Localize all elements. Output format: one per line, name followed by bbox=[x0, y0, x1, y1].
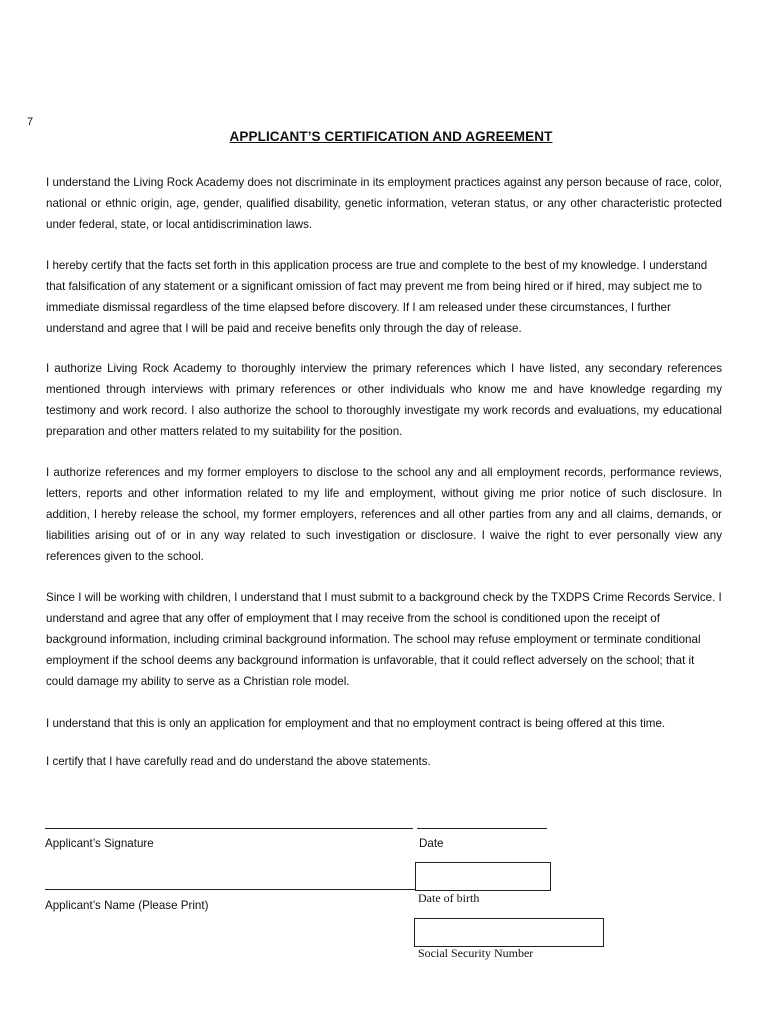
date-of-birth-box[interactable] bbox=[415, 862, 551, 891]
social-security-number-label: Social Security Number bbox=[418, 946, 534, 960]
social-security-number-box[interactable] bbox=[414, 918, 604, 947]
date-label: Date bbox=[419, 837, 444, 850]
signature-line[interactable] bbox=[45, 828, 413, 829]
paragraph-nondiscrimination: I understand the Living Rock Academy does not discriminate in its employment practices against any person because of race, color, national or ethnic origin, age, gender, qualified disability, genetic information, veteran status, or any other characteristic protected under federal, state, or local antidiscrimination laws. bbox=[46, 176, 722, 231]
paragraph-authorize-references: I authorize references and my former employers to disclose to the school any and all employment records, performance reviews, letters, reports and other information related to my life and employment, without giving me prior notice of such disclosure. In addition, I hereby release the school, my former employers, references and all other parties from any and all claims, demands, or liabilities arising out of or in any way related to such investigation or disclosure. I waive the right to ever personally view any references given to the school. bbox=[46, 466, 722, 563]
date-line[interactable] bbox=[417, 828, 547, 829]
page-number: 7 bbox=[27, 116, 34, 128]
paragraph-authorize-interview: I authorize Living Rock Academy to thoroughly interview the primary references which I have listed, any secondary references mentioned through interviews with primary references or other individuals who know me and have knowledge regarding my testimony and work record. I also authorize the school to thoroughly investigate my work records and evaluations, my educational preparation and other matters related to my suitability for the position. bbox=[46, 362, 722, 438]
paragraph-background-check: Since I will be working with children, I understand that I must submit to a background check by the TXDPS Crime Records Service. I understand and agree that any offer of employment that I may receive from the school is conditioned upon the receipt of background information, including criminal background information. The school may refuse employment or terminate conditional employment if the school deems any background information is unfavorable, that it could reflect adversely on the school; that it could damage my ability to serve as a Christian role model. bbox=[46, 591, 722, 688]
applicant-name-label: Applicant’s Name (Please Print) bbox=[45, 899, 209, 912]
paragraph-certify-read: I certify that I have carefully read and do understand the above statements. bbox=[46, 755, 431, 768]
document-title: APPLICANT’S CERTIFICATION AND AGREEMENT bbox=[229, 129, 553, 144]
applicant-name-line[interactable] bbox=[45, 889, 415, 890]
signature-label: Applicant’s Signature bbox=[45, 837, 154, 850]
date-of-birth-label: Date of birth bbox=[418, 891, 480, 905]
paragraph-application-only: I understand that this is only an application for employment and that no employment contract is being offered at this time. bbox=[46, 717, 666, 730]
paragraph-certify-facts: I hereby certify that the facts set forth in this application process are true and complete to the best of my knowledge. I understand that falsification of any statement or a significant omission of fact may prevent me from being hired or if hired, may subject me to immediate dismissal regardless of the time elapsed before discovery. If I am released under these circumstances, I further understand and agree that I will be paid and receive benefits only through the day of release. bbox=[46, 259, 708, 335]
